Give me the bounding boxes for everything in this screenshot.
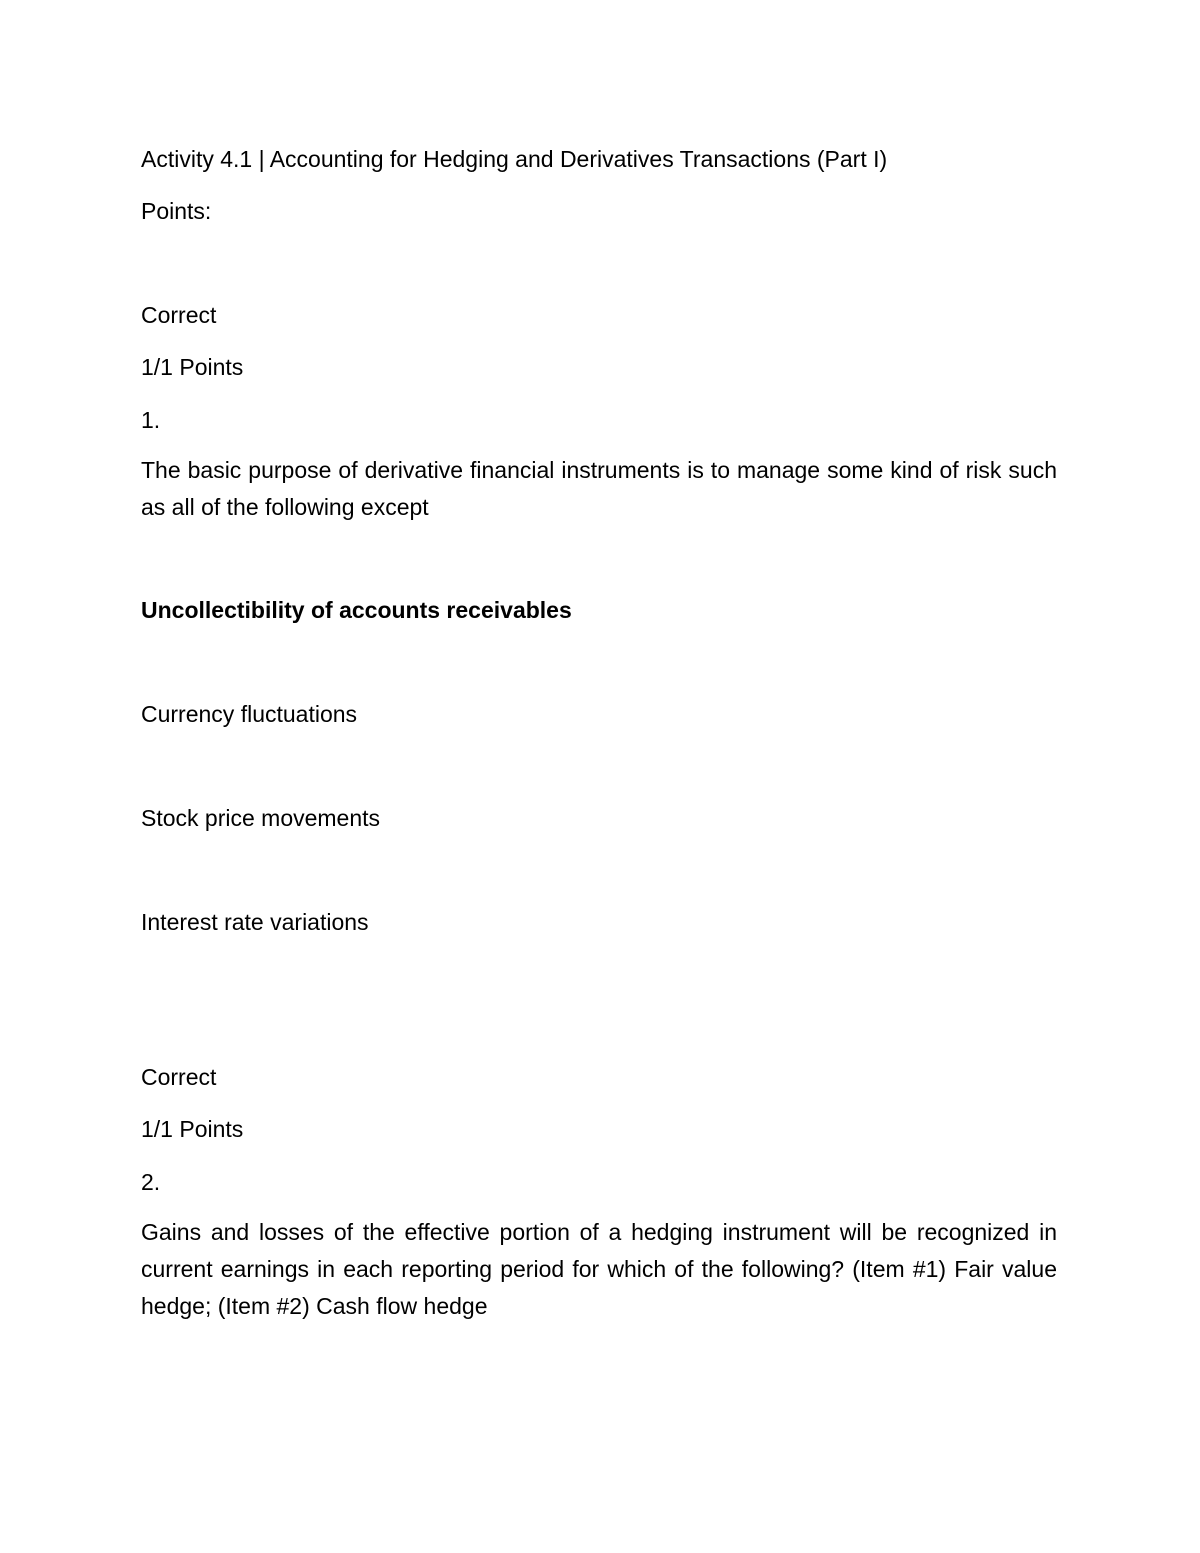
points-label: Points:: [141, 198, 212, 224]
question-2-score: 1/1 Points: [141, 1116, 244, 1142]
document-title: Activity 4.1 | Accounting for Hedging and Derivatives Transactions (Part I): [141, 146, 888, 172]
question-1-prompt: The basic purpose of derivative financial instruments is to manage some kind of risk such as all of the following except: [141, 457, 1057, 520]
question-1-option: Stock price movements: [141, 805, 381, 831]
question-1-status: Correct: [141, 302, 217, 328]
question-1-option: Currency fluctuations: [141, 701, 358, 727]
question-1-number: 1.: [141, 407, 161, 433]
question-2-status: Correct: [141, 1064, 217, 1090]
question-2-prompt: Gains and losses of the effective portion of a hedging instrument will be recognized in current earnings in each reporting period for which of the following? (Item #1) Fair value hedge; (Item #2) Cash flow hedge: [141, 1219, 1057, 1319]
question-2-number: 2.: [141, 1169, 161, 1195]
question-1-option-selected: Uncollectibility of accounts receivables: [141, 597, 572, 623]
question-1-option: Interest rate variations: [141, 909, 369, 935]
question-1-score: 1/1 Points: [141, 354, 244, 380]
